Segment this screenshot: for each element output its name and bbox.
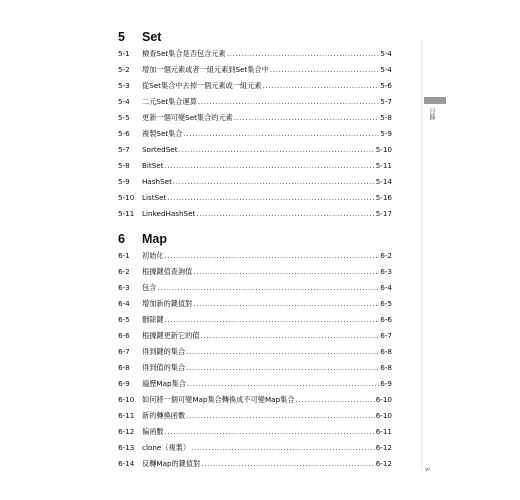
chapter-heading — [118, 231, 167, 247]
entry-number: 6-6 — [118, 331, 130, 340]
entry-page: 5-11 — [375, 161, 392, 170]
entry-number: 6-1 — [118, 251, 130, 260]
chapter-title: Set — [142, 30, 162, 44]
entry-title: HashSet — [142, 177, 172, 186]
chapter-heading — [118, 29, 161, 45]
entry-title: 遍歷Map集合 — [142, 379, 186, 388]
toc-entry[interactable] — [118, 208, 392, 220]
toc-entry[interactable] — [118, 442, 392, 454]
entry-title: 反轉Map的鍵值對 — [142, 459, 201, 468]
toc-entry[interactable] — [118, 112, 392, 124]
entry-title: 得到值的集合 — [142, 363, 186, 372]
entry-page: 5-8 — [380, 113, 392, 122]
entry-title: 新的轉換函數 — [142, 411, 186, 420]
dot-leader — [201, 458, 374, 470]
section-marker — [424, 97, 446, 104]
toc-entry[interactable] — [118, 314, 392, 326]
entry-number: 6-9 — [118, 379, 130, 388]
entry-page: 5-6 — [380, 81, 392, 90]
toc-entry[interactable] — [118, 282, 392, 294]
entry-page: 6-7 — [380, 331, 392, 340]
dot-leader — [165, 250, 380, 262]
toc-entry[interactable] — [118, 160, 392, 172]
entry-title: 如何將一個可變Map集合轉換成不可變Map集合 — [142, 395, 295, 404]
dot-leader — [179, 144, 375, 156]
entry-number: 5-1 — [118, 49, 130, 58]
entry-number: 5-5 — [118, 113, 130, 122]
entry-page: 6-11 — [375, 427, 392, 436]
dot-leader — [201, 330, 380, 342]
entry-title: 更新一個可變Set集合的元素 — [142, 113, 233, 122]
dot-leader — [296, 394, 375, 406]
entry-number: 6-14 — [118, 459, 135, 468]
entry-title: 檢查Set集合是否包含元素 — [142, 49, 226, 58]
entry-page: 6-6 — [380, 315, 392, 324]
entry-title: 根據鍵值查詢值 — [142, 267, 193, 276]
dot-leader — [173, 176, 375, 188]
toc-entry[interactable] — [118, 48, 392, 60]
entry-number: 5-3 — [118, 81, 130, 90]
entry-page: 5-4 — [380, 49, 392, 58]
toc-entry[interactable] — [118, 378, 392, 390]
entry-number: 5-6 — [118, 129, 130, 138]
dot-leader — [193, 298, 379, 310]
dot-leader — [193, 266, 379, 278]
dot-leader — [165, 314, 380, 326]
chapter-number: 6 — [118, 232, 125, 246]
dot-leader — [186, 362, 379, 374]
dot-leader — [167, 192, 374, 204]
entry-number: 5-8 — [118, 161, 130, 170]
dot-leader — [227, 48, 380, 60]
entry-page: 6-5 — [380, 299, 392, 308]
entry-page: 5-16 — [375, 193, 392, 202]
entry-page: 5-14 — [375, 177, 392, 186]
entry-page: 5-10 — [375, 145, 392, 154]
entry-title: 二元Set集合運算 — [142, 97, 197, 106]
entry-page: 6-3 — [380, 267, 392, 276]
entry-page: 6-4 — [380, 283, 392, 292]
entry-title: SortedSet — [142, 145, 178, 154]
entry-number: 6-5 — [118, 315, 130, 324]
entry-page: 6-8 — [380, 347, 392, 356]
entry-number: 6-11 — [118, 411, 135, 420]
entry-number: 5-9 — [118, 177, 130, 186]
entry-number: 6-2 — [118, 267, 130, 276]
toc-entry[interactable] — [118, 394, 392, 406]
toc-entry[interactable] — [118, 96, 392, 108]
dot-leader — [184, 128, 380, 140]
entry-page: 6-10 — [375, 411, 392, 420]
entry-title: 包含 — [142, 283, 157, 292]
entry-number: 5-10 — [118, 193, 135, 202]
entry-title: 得到鍵的集合 — [142, 347, 186, 356]
toc-entry[interactable] — [118, 144, 392, 156]
toc-entry[interactable] — [118, 410, 392, 422]
entry-title: 刪除鍵 — [142, 315, 164, 324]
entry-page: 5-7 — [380, 97, 392, 106]
entry-title: 根據鍵更新它的值 — [142, 331, 200, 340]
toc-entry[interactable] — [118, 266, 392, 278]
dot-leader — [186, 346, 379, 358]
dot-leader — [186, 410, 375, 422]
entry-page: 5-9 — [380, 129, 392, 138]
entry-number: 5-7 — [118, 145, 130, 154]
toc-entry[interactable] — [118, 192, 392, 204]
dot-leader — [157, 282, 379, 294]
toc-entry[interactable] — [118, 128, 392, 140]
entry-page: 6-10 — [375, 395, 392, 404]
entry-title: 增加新的鍵值對 — [142, 299, 193, 308]
entry-number: 6-8 — [118, 363, 130, 372]
entry-page: 6-12 — [375, 459, 392, 468]
entry-page: 6-12 — [375, 443, 392, 452]
dot-leader — [165, 160, 375, 172]
page-number: vi — [425, 467, 430, 473]
entry-number: 5-4 — [118, 97, 130, 106]
margin-rule — [421, 40, 422, 470]
entry-title: LinkedHashSet — [142, 209, 196, 218]
dot-leader — [187, 378, 379, 390]
toc-entry[interactable] — [118, 330, 392, 342]
entry-page: 5-4 — [380, 65, 392, 74]
entry-title: 初始化 — [142, 251, 164, 260]
entry-number: 6-12 — [118, 427, 135, 436]
dot-leader — [165, 426, 375, 438]
entry-page: 6-2 — [380, 251, 392, 260]
entry-page: 6-9 — [380, 379, 392, 388]
entry-number: 6-3 — [118, 283, 130, 292]
side-section-label: 目錄 — [428, 108, 435, 120]
entry-title: BitSet — [142, 161, 164, 170]
entry-title: 偏函數 — [142, 427, 164, 436]
toc-entry[interactable] — [118, 458, 392, 470]
toc-entry[interactable] — [118, 64, 392, 76]
entry-page: 5-17 — [375, 209, 392, 218]
dot-leader — [263, 80, 380, 92]
entry-title: clone（複製） — [142, 443, 191, 452]
entry-page: 6-8 — [380, 363, 392, 372]
toc-entry[interactable] — [118, 426, 392, 438]
dot-leader — [196, 208, 374, 220]
toc-entry[interactable] — [118, 362, 392, 374]
entry-number: 6-7 — [118, 347, 130, 356]
toc-entry[interactable] — [118, 176, 392, 188]
entry-number: 6-10 — [118, 395, 135, 404]
toc-entry[interactable] — [118, 346, 392, 358]
entry-number: 6-13 — [118, 443, 135, 452]
dot-leader — [191, 442, 375, 454]
entry-title: ListSet — [142, 193, 167, 202]
dot-leader — [198, 96, 379, 108]
entry-number: 5-2 — [118, 65, 130, 74]
entry-number: 6-4 — [118, 299, 130, 308]
toc-entry[interactable] — [118, 80, 392, 92]
chapter-number: 5 — [118, 30, 125, 44]
dot-leader — [270, 64, 379, 76]
dot-leader — [234, 112, 379, 124]
entry-number: 5-11 — [118, 209, 135, 218]
entry-title: 從Set集合中去掉一個元素或一組元素 — [142, 81, 262, 90]
chapter-title: Map — [142, 232, 167, 246]
toc-entry[interactable] — [118, 298, 392, 310]
entry-title: 增加一個元素或者一組元素到Set集合中 — [142, 65, 269, 74]
entry-title: 複製Set集合 — [142, 129, 183, 138]
toc-entry[interactable] — [118, 250, 392, 262]
